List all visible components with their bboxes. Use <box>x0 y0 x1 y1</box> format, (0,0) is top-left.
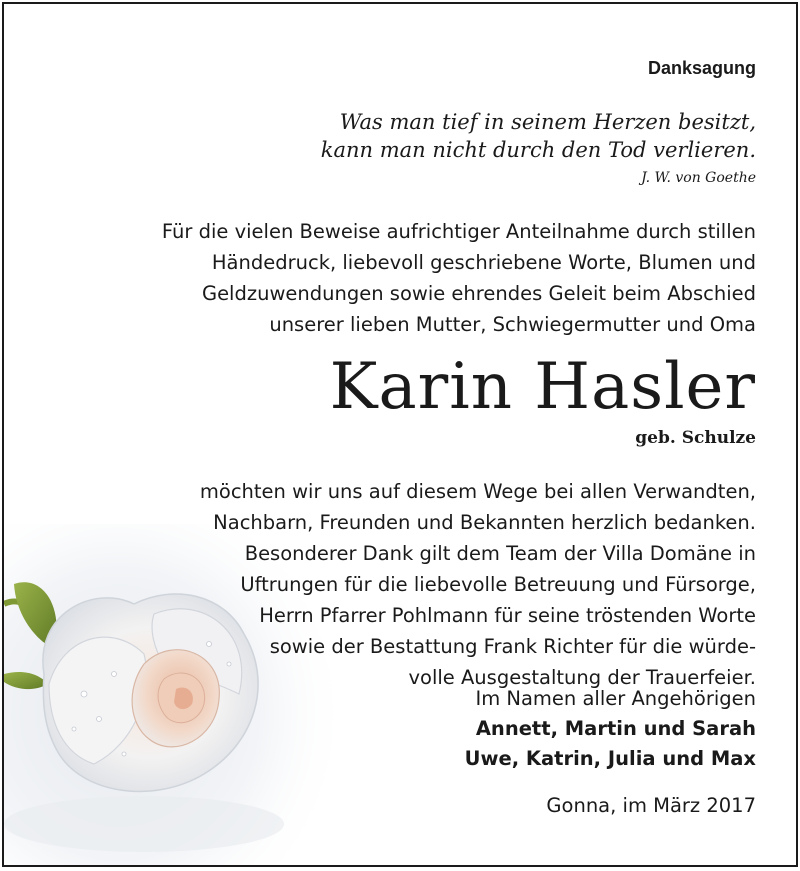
text-line: sowie der Bestattung Frank Richter für die würde- <box>269 635 756 658</box>
family-line: Uwe, Katrin, Julia und Max <box>464 747 756 770</box>
text-line: möchten wir uns auf diesem Wege bei allen Verwandten, <box>199 480 756 503</box>
quote-line: Was man tief in seinem Herzen besitzt, <box>339 110 756 134</box>
obituary-notice <box>2 2 798 867</box>
text-line: unserer lieben Mutter, Schwiegermutter und Oma <box>269 313 756 336</box>
place-date: Gonna, im März 2017 <box>546 794 756 817</box>
text-line: volle Ausgestaltung der Trauerfeier. <box>408 666 756 689</box>
text-line: Für die vielen Beweise aufrichtiger Anteilnahme durch stillen <box>161 220 756 243</box>
thanks-paragraph <box>200 476 756 693</box>
text-line: Nachbarn, Freunden und Bekannten herzlich bedanken. <box>213 511 756 534</box>
text-line: Herrn Pfarrer Pohlmann für seine tröstenden Worte <box>259 604 756 627</box>
maiden-name: geb. Schulze <box>635 428 756 448</box>
family-line: Annett, Martin und Sarah <box>475 717 756 740</box>
signoff-intro: Im Namen aller Angehörigen <box>475 687 756 710</box>
deceased-name: Karin Hasler <box>329 350 756 424</box>
text-line: Besonderer Dank gilt dem Team der Villa Domäne in <box>244 542 756 565</box>
quote-author: J. W. von Goethe <box>641 170 756 186</box>
notice-heading: Danksagung <box>647 58 756 78</box>
text-line: Uftrungen für die liebevolle Betreuung und Fürsorge, <box>240 573 756 596</box>
text-line: Händedruck, liebevoll geschriebene Worte, Blumen und <box>211 251 756 274</box>
text-line: Geldzuwendungen sowie ehrendes Geleit beim Abschied <box>201 282 756 305</box>
goethe-quote <box>321 108 756 164</box>
quote-line: kann man nicht durch den Tod verlieren. <box>320 138 756 162</box>
notice-content <box>4 4 796 865</box>
family-signoff <box>465 684 756 774</box>
intro-paragraph <box>162 216 756 340</box>
